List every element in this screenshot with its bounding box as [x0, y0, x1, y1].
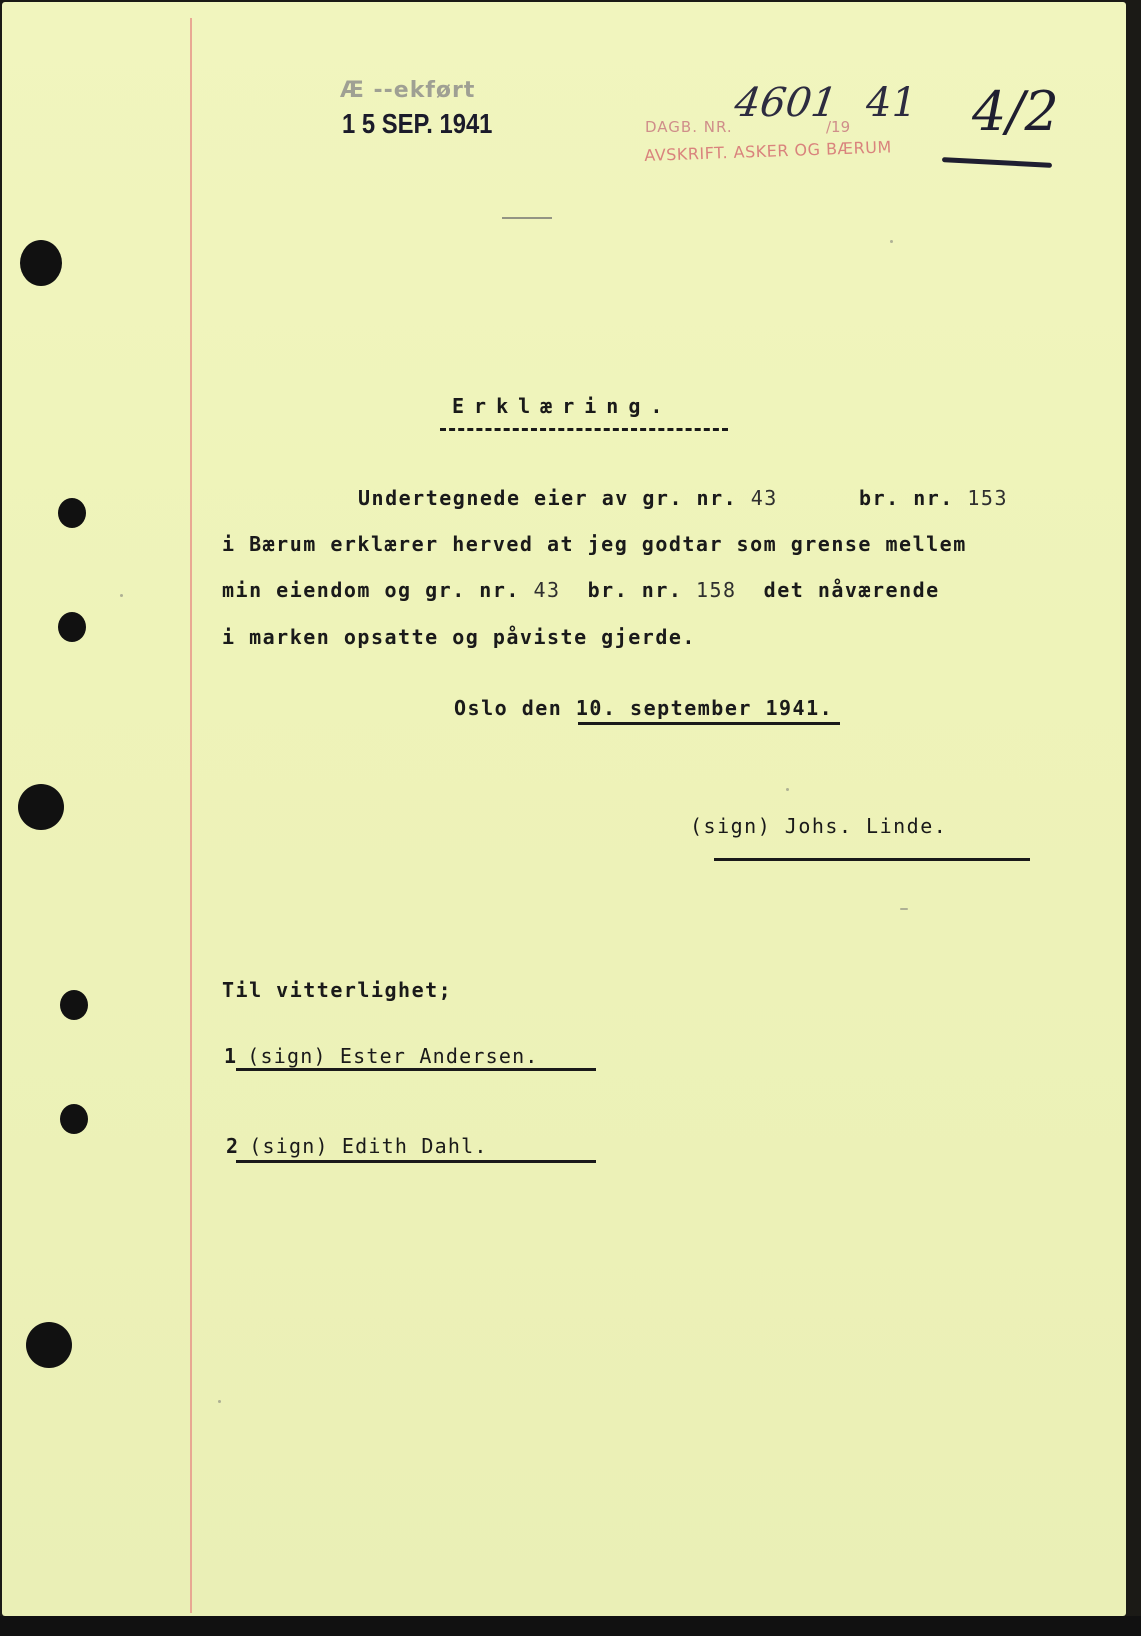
paragraph-line: [222, 625, 696, 649]
paragraph-line: [222, 578, 940, 602]
punch-hole: [58, 498, 86, 528]
text-run: Undertegnede eier av gr. nr.: [358, 486, 751, 510]
heading-underline: [440, 428, 728, 431]
text-run: br. nr.: [777, 486, 968, 510]
folio-number: 4/2: [972, 80, 1059, 143]
text-run: i marken opsatte og påviste gjerde.: [222, 625, 696, 649]
bnr-value: 158: [695, 578, 737, 602]
witness-heading: Til vitterlighet;: [222, 978, 453, 1002]
gnr-value: 43: [750, 486, 778, 510]
witness-line: [224, 1044, 539, 1068]
paper-speck: [786, 788, 789, 791]
punch-hole: [60, 1104, 88, 1134]
punch-hole: [20, 240, 62, 286]
document-date: 10. september 1941.: [575, 696, 834, 720]
margin-rule: [190, 18, 192, 1613]
scan-border-bottom: [0, 1616, 1141, 1636]
text-run: br. nr.: [560, 578, 696, 602]
signature-line: [714, 858, 1030, 861]
punch-hole: [26, 1322, 72, 1368]
paper-speck: [900, 908, 908, 910]
received-stamp-label: Æ ‑‑ekført: [340, 78, 476, 103]
text-run: i Bærum erklærer herved at jeg godtar som grense mellem: [222, 532, 967, 556]
place-prefix: Oslo den: [454, 696, 576, 720]
dagbok-number: 4601: [731, 80, 841, 126]
pencil-mark: [502, 217, 552, 219]
bnr-value: 153: [967, 486, 1008, 510]
paper-sheet: [2, 2, 1126, 1616]
place-date-line: [454, 696, 833, 720]
witness-name: (sign) Edith Dahl.: [249, 1134, 488, 1158]
paper-speck: [218, 1400, 221, 1403]
paragraph-line: [222, 532, 967, 556]
witness-underline: [236, 1068, 596, 1071]
paragraph-line: [358, 486, 1008, 510]
punch-hole: [60, 990, 88, 1020]
document-heading: Erklæring.: [452, 394, 673, 418]
paper-speck: [120, 594, 123, 597]
dagbok-year: 41: [866, 80, 917, 126]
received-stamp-date: 1 5 SEP. 1941: [342, 108, 493, 139]
date-underline: [578, 722, 840, 725]
scan-border-right: [1126, 0, 1141, 1636]
gnr-value: 43: [533, 578, 561, 602]
dagbok-separator: /19: [826, 118, 851, 136]
witness-underline: [236, 1160, 596, 1163]
witness-line: [226, 1134, 488, 1158]
dagbok-prefix: DAGB. NR.: [645, 118, 733, 136]
signature-text: (sign) Johs. Linde.: [690, 814, 948, 838]
text-run: min eiendom og gr. nr.: [222, 578, 534, 602]
paper-speck: [890, 240, 893, 243]
punch-hole: [18, 784, 64, 830]
office-stamp: AVSKRIFT. ASKER OG BÆRUM: [644, 137, 893, 165]
witness-number: 2: [226, 1134, 240, 1158]
witness-number: 1: [224, 1044, 238, 1068]
punch-hole: [58, 612, 86, 642]
witness-name: (sign) Ester Andersen.: [247, 1044, 539, 1068]
text-run: det nåværende: [736, 578, 940, 602]
